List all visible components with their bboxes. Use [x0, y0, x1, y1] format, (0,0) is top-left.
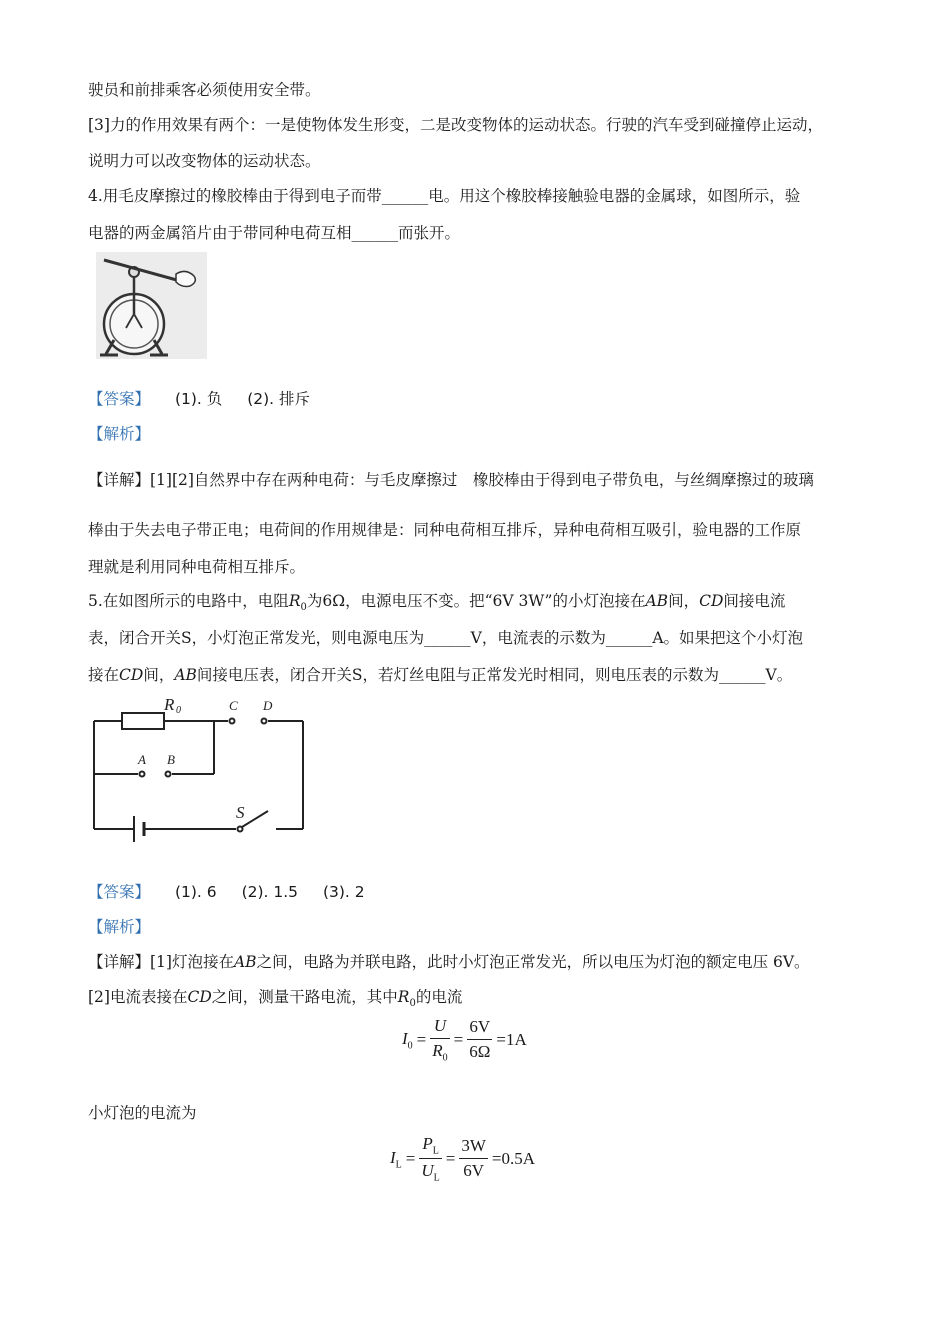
text-line: [3]力的作用效果有两个：一是使物体发生形变，二是改变物体的运动状态。行驶的汽车受到碰撞停止运动，	[88, 116, 823, 134]
question-number: 4.	[88, 187, 103, 205]
fraction: $\frac{U}{R_0}$	[432, 1016, 448, 1064]
fraction: $\frac{P_L}{U_L}$	[421, 1134, 440, 1184]
detail-line: 【详解】[1]灯泡接在AB之间，电路为并联电路，此时小灯泡正常发光，所以电压为灯泡的额定电压 6V。	[88, 953, 810, 971]
fraction: $\frac{6V}{6\Omega}$	[469, 1017, 491, 1062]
label-r0-sub: 0	[176, 705, 181, 716]
equation-i0: $I_0$ = $\frac{U}{R_0}$ = $\frac{6V}{6\Omega}$ =1A	[402, 1016, 527, 1064]
question-5-line: 表，闭合开关S，小灯泡正常发光，则电源电压为______V，电流表的示数为______A。如果把这个小灯泡	[88, 629, 804, 647]
answer-2: (2). 1.5	[241, 883, 299, 901]
text-line: 驶员和前排乘客必须使用安全带。	[88, 81, 321, 99]
question-5-line: 5.在如图所示的电路中，电阻$R_0$为6Ω，电源电压不变。把“6V 3W”的小灯泡接在AB间，CD间接电流	[88, 592, 786, 614]
answer-line	[88, 389, 310, 409]
analysis-tag: 【解析】	[88, 425, 151, 443]
label-d: D	[263, 698, 273, 713]
answer-2: (2). 排斥	[247, 390, 311, 408]
label-r0: R	[164, 695, 175, 714]
detail-line: 棒由于失去电子带正电；电荷间的作用规律是：同种电荷相互排斥，异种电荷相互吸引，验电器的工作原	[88, 521, 802, 539]
label-b: B	[167, 752, 175, 767]
text-line: 说明力可以改变物体的运动状态。	[88, 152, 321, 170]
answer-tag: 【答案】	[88, 390, 151, 408]
answer-1: (1). 负	[174, 390, 223, 408]
answer-tag: 【答案】	[88, 883, 151, 901]
detail-line: 理就是利用同种电荷相互排斥。	[88, 558, 306, 576]
detail-line: 小灯泡的电流为	[88, 1104, 197, 1122]
label-s: S	[236, 803, 245, 822]
label-c: C	[229, 698, 238, 713]
answer-line	[88, 882, 365, 902]
electroscope-figure	[96, 252, 207, 359]
question-4-line: 4.用毛皮摩擦过的橡胶棒由于得到电子而带______电。用这个橡胶棒接触验电器的金属球，如图所示，验	[88, 187, 801, 205]
answer-3: (3). 2	[322, 883, 365, 901]
detail-line: [2]电流表接在CD之间，测量干路电流，其中$R_0$的电流	[88, 988, 463, 1010]
detail-line: 【详解】[1][2]自然界中存在两种电荷：与毛皮摩擦过 橡胶棒由于得到电子带负电，与丝绸摩擦过的玻璃	[88, 471, 814, 489]
fraction: $\frac{3W}{6V}$	[461, 1136, 486, 1181]
analysis-tag: 【解析】	[88, 918, 151, 936]
question-5-line: 接在CD间，AB间接电压表，闭合开关S，若灯丝电阻与正常发光时相同，则电压表的示数为______V。	[88, 666, 793, 684]
answer-1: (1). 6	[174, 883, 217, 901]
equation-il: $I_L$ = $\frac{P_L}{U_L}$ = $\frac{3W}{6V}$ =0.5A	[390, 1134, 536, 1184]
circuit-diagram	[88, 692, 318, 847]
label-a: A	[138, 752, 146, 767]
question-4-line: 电器的两金属箔片由于带同种电荷互相______而张开。	[88, 224, 461, 242]
